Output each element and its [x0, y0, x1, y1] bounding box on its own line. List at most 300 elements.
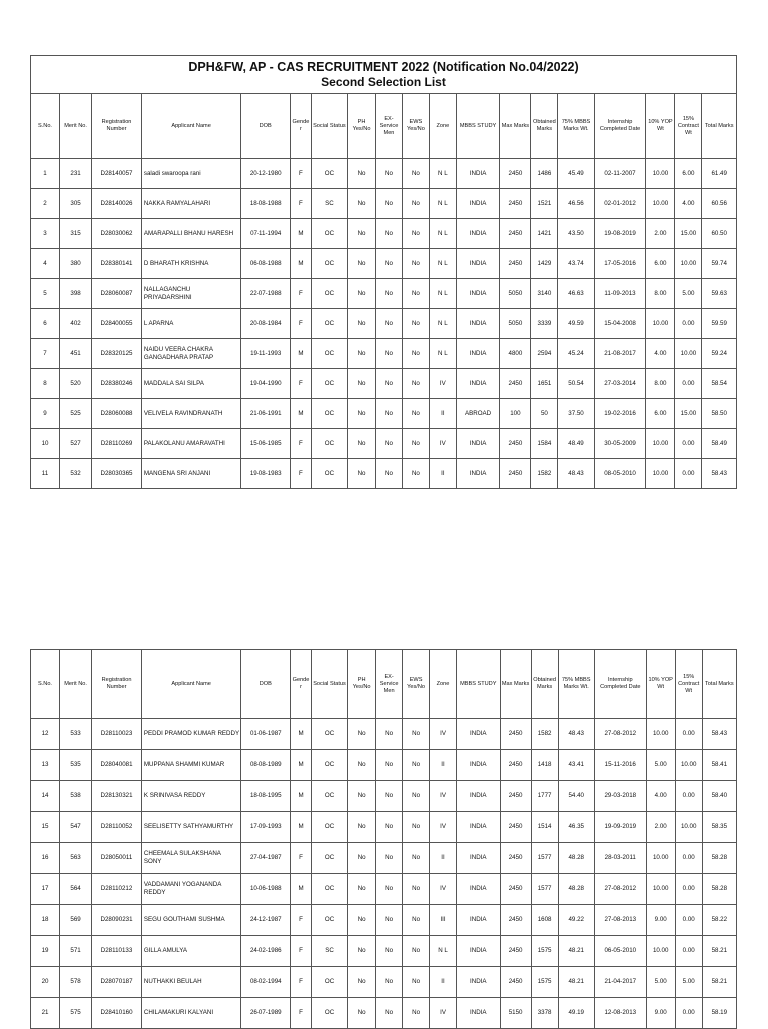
table-cell: 2.00: [646, 812, 675, 843]
table-cell: 06-05-2010: [594, 936, 646, 967]
table-cell: No: [348, 279, 376, 309]
table-cell: 1429: [531, 249, 558, 279]
table-cell: No: [376, 369, 403, 399]
header-row: [31, 650, 737, 719]
table-cell: OC: [311, 339, 347, 369]
table-cell: No: [376, 309, 403, 339]
header-row: [31, 94, 737, 159]
table-cell: 58.43: [702, 719, 736, 750]
table-cell: 0.00: [675, 936, 702, 967]
table-cell: No: [403, 936, 430, 967]
column-header: PH Yes/No: [348, 650, 376, 719]
table-cell: INDIA: [457, 719, 501, 750]
table-cell: 59.24: [702, 339, 737, 369]
table-cell: 45.24: [558, 339, 594, 369]
table-cell: MUPPANA SHAMMI KUMAR: [141, 750, 241, 781]
table-cell: D28040081: [92, 750, 142, 781]
table-cell: F: [291, 279, 312, 309]
table-cell: 4.00: [675, 189, 702, 219]
table-cell: INDIA: [457, 905, 501, 936]
column-header: 75% MBBS Marks Wt.: [558, 94, 594, 159]
column-header: Max Marks: [500, 650, 531, 719]
table-cell: AMARAPALLI BHANU HARESH: [141, 219, 240, 249]
table-cell: 2: [31, 189, 60, 219]
table-cell: D28090231: [92, 905, 142, 936]
table-cell: 1608: [531, 905, 558, 936]
table-cell: 49.19: [558, 998, 594, 1029]
table-cell: 10.00: [646, 459, 675, 489]
table-cell: 100: [500, 399, 531, 429]
title-line-1: DPH&FW, AP - CAS RECRUITMENT 2022 (Notification No.04/2022): [188, 60, 579, 74]
table-row: [31, 339, 737, 369]
table-cell: 5: [31, 279, 60, 309]
table-cell: 61.49: [702, 159, 737, 189]
table-cell: MADDALA SAI SILPA: [141, 369, 240, 399]
table-cell: D28410160: [92, 998, 142, 1029]
table-cell: OC: [311, 399, 347, 429]
table-cell: 58.40: [702, 781, 736, 812]
table-cell: 1514: [531, 812, 558, 843]
table-cell: 27-08-2013: [594, 905, 646, 936]
table-cell: L APARNA: [141, 309, 240, 339]
table-cell: 48.49: [558, 429, 594, 459]
table-cell: OC: [311, 998, 347, 1029]
column-header: Total Marks: [702, 94, 737, 159]
table-cell: 0.00: [675, 998, 702, 1029]
table-cell: 43.74: [558, 249, 594, 279]
table-cell: 231: [60, 159, 92, 189]
table-cell: 533: [60, 719, 92, 750]
table-cell: No: [348, 781, 376, 812]
table-cell: 48.28: [558, 874, 594, 905]
table-cell: IV: [430, 998, 457, 1029]
table-cell: INDIA: [456, 459, 500, 489]
table-cell: 2450: [500, 812, 531, 843]
column-header: Total Marks: [702, 650, 736, 719]
table-cell: No: [403, 812, 430, 843]
column-header: 15% Contract Wt: [675, 650, 702, 719]
table-cell: 1777: [531, 781, 558, 812]
table-cell: D28050011: [92, 843, 142, 874]
table-cell: 46.35: [558, 812, 594, 843]
table-cell: IV: [430, 874, 457, 905]
table-cell: 10: [31, 429, 60, 459]
table-cell: GILLA AMULYA: [141, 936, 241, 967]
column-header: 10% YOP Wt: [646, 650, 675, 719]
column-header: Obtained Marks: [531, 650, 558, 719]
table-cell: No: [403, 967, 430, 998]
table-cell: No: [348, 967, 376, 998]
table-cell: OC: [311, 279, 347, 309]
table-cell: 3140: [531, 279, 558, 309]
table-cell: M: [291, 750, 312, 781]
table-cell: D28140057: [92, 159, 142, 189]
table-cell: INDIA: [456, 429, 500, 459]
table-cell: 02-01-2012: [594, 189, 646, 219]
table-cell: No: [402, 189, 429, 219]
table-cell: D28380141: [92, 249, 142, 279]
table-cell: 6.00: [675, 159, 702, 189]
table-cell: No: [376, 750, 403, 781]
table-cell: No: [376, 399, 403, 429]
table-cell: 2450: [500, 189, 531, 219]
table-cell: N L: [429, 189, 456, 219]
column-header: Max Marks: [500, 94, 531, 159]
table-cell: D28110269: [92, 429, 142, 459]
table-cell: 07-11-1994: [241, 219, 291, 249]
table-cell: 54.40: [558, 781, 594, 812]
table-cell: 14: [31, 781, 60, 812]
table-cell: F: [291, 998, 312, 1029]
table-cell: 59.63: [702, 279, 737, 309]
column-header: Registration Number: [92, 94, 142, 159]
table-cell: No: [348, 189, 376, 219]
table-cell: 4: [31, 249, 60, 279]
table-cell: 18-08-1995: [241, 781, 291, 812]
table-cell: 48.28: [558, 843, 594, 874]
table-row: [31, 843, 737, 874]
table-cell: No: [376, 429, 403, 459]
table-cell: 15.00: [675, 399, 702, 429]
table-cell: 10.00: [675, 339, 702, 369]
column-header: Applicant Name: [141, 94, 240, 159]
table-cell: 1651: [531, 369, 558, 399]
table-cell: 0.00: [675, 874, 702, 905]
table-cell: 0.00: [675, 429, 702, 459]
table-cell: 1582: [531, 459, 558, 489]
table-cell: 12: [31, 719, 60, 750]
column-header: PH Yes/No: [348, 94, 376, 159]
table-cell: No: [376, 998, 403, 1029]
table-cell: INDIA: [457, 967, 501, 998]
table-cell: 3: [31, 219, 60, 249]
table-cell: IV: [430, 781, 457, 812]
table-cell: 58.21: [702, 967, 736, 998]
table-cell: No: [376, 249, 403, 279]
table-cell: 45.49: [558, 159, 594, 189]
table-row: [31, 750, 737, 781]
table-cell: 1582: [531, 719, 558, 750]
table-cell: No: [402, 459, 429, 489]
table-cell: 6.00: [646, 399, 675, 429]
table-cell: INDIA: [456, 369, 500, 399]
table-cell: F: [291, 905, 312, 936]
table-cell: D28140026: [92, 189, 142, 219]
table-cell: D28110133: [92, 936, 142, 967]
table-cell: No: [348, 399, 376, 429]
table-cell: 571: [60, 936, 92, 967]
document-title: [31, 56, 737, 94]
table-cell: 2.00: [646, 219, 675, 249]
table-cell: OC: [311, 781, 347, 812]
table-cell: II: [430, 843, 457, 874]
table-cell: 15: [31, 812, 60, 843]
table-cell: M: [291, 399, 312, 429]
table-cell: No: [376, 219, 403, 249]
table-cell: No: [348, 719, 376, 750]
table-cell: IV: [430, 719, 457, 750]
table-cell: 17-05-2016: [594, 249, 646, 279]
table-cell: 21-08-2017: [594, 339, 646, 369]
table-cell: 18-08-1988: [241, 189, 291, 219]
table-cell: No: [403, 874, 430, 905]
table-cell: No: [376, 905, 403, 936]
column-header: Registration Number: [92, 650, 142, 719]
table-cell: 10.00: [675, 812, 702, 843]
table-cell: saladi swaroopa rani: [141, 159, 240, 189]
table-cell: No: [376, 459, 403, 489]
table-cell: INDIA: [457, 874, 501, 905]
table-cell: 27-08-2012: [594, 719, 646, 750]
column-header: Zone: [430, 650, 457, 719]
table-cell: 3378: [531, 998, 558, 1029]
table-cell: 2450: [500, 159, 531, 189]
table-cell: 24-12-1987: [241, 905, 291, 936]
table-cell: No: [402, 249, 429, 279]
table-cell: INDIA: [457, 781, 501, 812]
table-cell: D28110052: [92, 812, 142, 843]
table-cell: 11-09-2013: [594, 279, 646, 309]
table-cell: D28130321: [92, 781, 142, 812]
table-cell: 563: [60, 843, 92, 874]
table-cell: NALLAGANCHU PRIYADARSHINI: [141, 279, 240, 309]
table-cell: No: [376, 967, 403, 998]
table-cell: 58.28: [702, 874, 736, 905]
table-cell: 19: [31, 936, 60, 967]
table-cell: 1: [31, 159, 60, 189]
table-cell: No: [348, 936, 376, 967]
table-cell: N L: [429, 279, 456, 309]
table-cell: 10-06-1988: [241, 874, 291, 905]
table-cell: INDIA: [457, 998, 501, 1029]
table-cell: 16: [31, 843, 60, 874]
table-cell: 13: [31, 750, 60, 781]
table-row: [31, 781, 737, 812]
column-header: EWS Yes/No: [403, 650, 430, 719]
table-cell: 46.56: [558, 189, 594, 219]
table-cell: 575: [60, 998, 92, 1029]
column-header: S.No.: [31, 650, 60, 719]
table-cell: 15-06-1985: [241, 429, 291, 459]
table-cell: D28060088: [92, 399, 142, 429]
table-cell: 17: [31, 874, 60, 905]
table-cell: 6: [31, 309, 60, 339]
table-cell: D28380246: [92, 369, 142, 399]
table-cell: 12-08-2013: [594, 998, 646, 1029]
table-cell: 6.00: [646, 249, 675, 279]
table-cell: OC: [311, 249, 347, 279]
table-cell: No: [348, 998, 376, 1029]
table-cell: No: [403, 905, 430, 936]
table-cell: 2450: [500, 369, 531, 399]
table-cell: 60.56: [702, 189, 737, 219]
table-cell: IV: [429, 429, 456, 459]
table-cell: 538: [60, 781, 92, 812]
table-cell: 59.59: [702, 309, 737, 339]
table-cell: 525: [60, 399, 92, 429]
table-cell: INDIA: [456, 339, 500, 369]
table-cell: 48.21: [558, 967, 594, 998]
table-cell: OC: [311, 812, 347, 843]
table-cell: 58.35: [702, 812, 736, 843]
table-cell: No: [402, 279, 429, 309]
table-cell: N L: [429, 159, 456, 189]
table-cell: 30-05-2009: [594, 429, 646, 459]
table-cell: 19-02-2016: [594, 399, 646, 429]
table-cell: 2450: [500, 781, 531, 812]
table-row: [31, 369, 737, 399]
table-cell: VELIVELA RAVINDRANATH: [141, 399, 240, 429]
column-header: EX-Service Men: [376, 94, 403, 159]
table-cell: 9.00: [646, 905, 675, 936]
table-row: [31, 219, 737, 249]
table-row: [31, 812, 737, 843]
table-row: [31, 719, 737, 750]
table-cell: II: [430, 750, 457, 781]
table-cell: No: [348, 339, 376, 369]
column-header: Merit No.: [60, 94, 92, 159]
table-row: [31, 189, 737, 219]
column-header: Zone: [429, 94, 456, 159]
table-cell: 21: [31, 998, 60, 1029]
table-cell: 398: [60, 279, 92, 309]
table-cell: 1577: [531, 843, 558, 874]
table-cell: 17-09-1993: [241, 812, 291, 843]
table-cell: 5050: [500, 309, 531, 339]
table-cell: F: [291, 936, 312, 967]
table-cell: 535: [60, 750, 92, 781]
column-header: Internship Completed Date: [594, 94, 646, 159]
table-cell: MANGENA SRI ANJANI: [141, 459, 240, 489]
selection-table-2: [30, 649, 737, 1029]
table-cell: 578: [60, 967, 92, 998]
table-cell: No: [402, 429, 429, 459]
table-cell: No: [348, 750, 376, 781]
table-cell: OC: [311, 459, 347, 489]
table-row: [31, 936, 737, 967]
table-cell: PEDDI PRAMOD KUMAR REDDY: [141, 719, 241, 750]
table-cell: F: [291, 159, 312, 189]
table-cell: 451: [60, 339, 92, 369]
table-cell: 5050: [500, 279, 531, 309]
table-cell: No: [348, 905, 376, 936]
table-cell: 2450: [500, 719, 531, 750]
table-cell: N L: [429, 309, 456, 339]
table-cell: IV: [430, 812, 457, 843]
table-cell: CHEEMALA SULAKSHANA SONY: [141, 843, 241, 874]
table-cell: No: [376, 812, 403, 843]
table-cell: 2450: [500, 429, 531, 459]
table-cell: No: [376, 719, 403, 750]
table-cell: 2450: [500, 219, 531, 249]
table-row: [31, 429, 737, 459]
column-header: 10% YOP Wt: [646, 94, 675, 159]
table-cell: M: [291, 781, 312, 812]
table-cell: 2450: [500, 967, 531, 998]
table-cell: M: [291, 812, 312, 843]
table-cell: D28030365: [92, 459, 142, 489]
table-cell: 50: [531, 399, 558, 429]
table-cell: 58.49: [702, 429, 737, 459]
table-cell: No: [376, 189, 403, 219]
table-cell: 08-02-1994: [241, 967, 291, 998]
column-header: Social Status: [311, 94, 347, 159]
table-cell: 28-03-2011: [594, 843, 646, 874]
column-header: 75% MBBS Marks Wt.: [558, 650, 594, 719]
table-cell: M: [291, 339, 312, 369]
column-header: Obtained Marks: [531, 94, 558, 159]
table-cell: 20: [31, 967, 60, 998]
table-cell: No: [348, 874, 376, 905]
table-cell: 380: [60, 249, 92, 279]
table-cell: 315: [60, 219, 92, 249]
table-cell: No: [376, 843, 403, 874]
table-row: [31, 967, 737, 998]
column-header: DOB: [241, 94, 291, 159]
table-cell: 27-08-2012: [594, 874, 646, 905]
table-cell: 02-11-2007: [594, 159, 646, 189]
column-header: Internship Completed Date: [594, 650, 646, 719]
table-cell: 50.54: [558, 369, 594, 399]
table-cell: 49.59: [558, 309, 594, 339]
table-cell: 37.50: [558, 399, 594, 429]
table-row: [31, 399, 737, 429]
table-cell: 7: [31, 339, 60, 369]
table-cell: 59.74: [702, 249, 737, 279]
table-cell: 26-07-1989: [241, 998, 291, 1029]
table-cell: 19-11-1993: [241, 339, 291, 369]
table-cell: INDIA: [457, 812, 501, 843]
table-cell: 27-03-2014: [594, 369, 646, 399]
table-cell: 2594: [531, 339, 558, 369]
table-cell: F: [291, 309, 312, 339]
table-cell: 19-04-1990: [241, 369, 291, 399]
table-cell: 08-05-2010: [594, 459, 646, 489]
table-row: [31, 279, 737, 309]
table-cell: No: [403, 719, 430, 750]
table-row: [31, 309, 737, 339]
table-cell: 2450: [500, 874, 531, 905]
table-cell: 1575: [531, 967, 558, 998]
table-cell: 9: [31, 399, 60, 429]
column-header: Gende r: [291, 650, 312, 719]
table-cell: OC: [311, 967, 347, 998]
table-cell: 43.50: [558, 219, 594, 249]
table-cell: 10.00: [646, 936, 675, 967]
column-header: Social Status: [311, 650, 347, 719]
table-cell: OC: [311, 750, 347, 781]
table-cell: OC: [311, 159, 347, 189]
table-cell: M: [291, 219, 312, 249]
table-cell: 1577: [531, 874, 558, 905]
table-cell: 15-11-2016: [594, 750, 646, 781]
table-cell: 305: [60, 189, 92, 219]
table-cell: 60.50: [702, 219, 737, 249]
table-row: [31, 905, 737, 936]
table-cell: D BHARATH KRISHNA: [141, 249, 240, 279]
table-cell: D28110023: [92, 719, 142, 750]
table-cell: NAKKA RAMYALAHARI: [141, 189, 240, 219]
table-cell: 10.00: [646, 874, 675, 905]
table-cell: 4800: [500, 339, 531, 369]
table-cell: N L: [429, 339, 456, 369]
table-cell: 5.00: [675, 967, 702, 998]
table-cell: No: [348, 159, 376, 189]
table-cell: D28320125: [92, 339, 142, 369]
table-cell: F: [291, 967, 312, 998]
table-cell: No: [348, 309, 376, 339]
table-cell: No: [376, 781, 403, 812]
